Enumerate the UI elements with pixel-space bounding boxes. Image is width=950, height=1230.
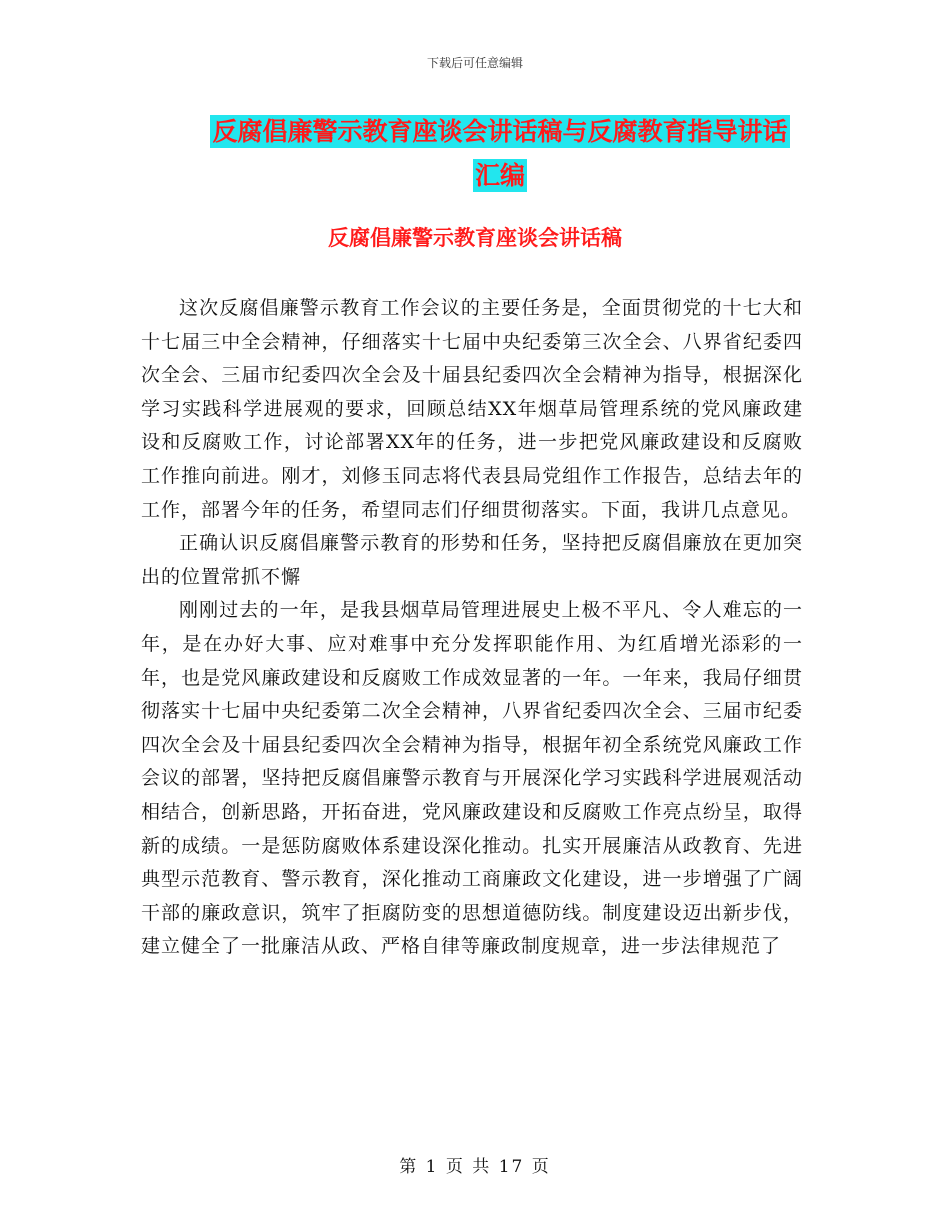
document-title-line-1: 反腐倡廉警示教育座谈会讲话稿与反腐教育指导讲话	[212, 117, 788, 146]
paragraph-intro: 这次反腐倡廉警示教育工作会议的主要任务是，全面贯彻党的十七大和十七届三中全会精神，仔细落实十七届中央纪委第三次全会、八界省纪委四次全会、三届市纪委四次全会及十届县纪委四次全会精神为指导，根据深化学习实践科学进展观的要求，回顾总结XX年烟草局管理系统的党风廉政建设和反腐败工作，讨论部署XX年的任务，进一步把党风廉政建设和反腐败工作推向前进。刚才，刘修玉同志将代表县局党组作工作报告，总结去年的工作，部署今年的任务，希望同志们仔细贯彻落实。下面，我讲几点意见。	[141, 297, 803, 521]
paragraph-review: 刚刚过去的一年，是我县烟草局管理进展史上极不平凡、令人难忘的一年，是在办好大事、应对难事中充分发挥职能作用、为红盾增光添彩的一年，也是党风廉政建设和反腐败工作成效显著的一年。一年来，我局仔细贯彻落实十七届中央纪委第二次全会精神，八界省纪委四次全会、三届市纪委四次全会及十届县纪委四次全会精神为指导，根据年初全系统党风廉政工作会议的部署，坚持把反腐倡廉警示教育与开展深化学习实践科学进展观活动相结合，创新思路，开拓奋进，党风廉政建设和反腐败工作亮点纷呈，取得新的成绩。一是惩防腐败体系建设深化推动。扎实开展廉洁从政教育、先进典型示范教育、警示教育，深化推动工商廉政文化建设，进一步增强了广阔干部的廉政意识，筑牢了拒腐防变的思想道德防线。制度建设迈出新步伐，建立健全了一批廉洁从政、严格自律等廉政制度规章，进一步法律规范了	[141, 599, 803, 958]
page-footer: 第 1 页 共 17 页	[399, 1157, 551, 1177]
document-title-line-2: 汇编	[474, 161, 525, 190]
document-title	[190, 110, 810, 198]
section-heading: 反腐倡廉警示教育座谈会讲话稿	[328, 226, 622, 250]
paragraph-subheading: 正确认识反腐倡廉警示教育的形势和任务，坚持把反腐倡廉放在更加突出的位置常抓不懈	[141, 532, 803, 588]
document-body	[141, 292, 803, 964]
header-note: 下载后可任意编辑	[426, 56, 523, 70]
